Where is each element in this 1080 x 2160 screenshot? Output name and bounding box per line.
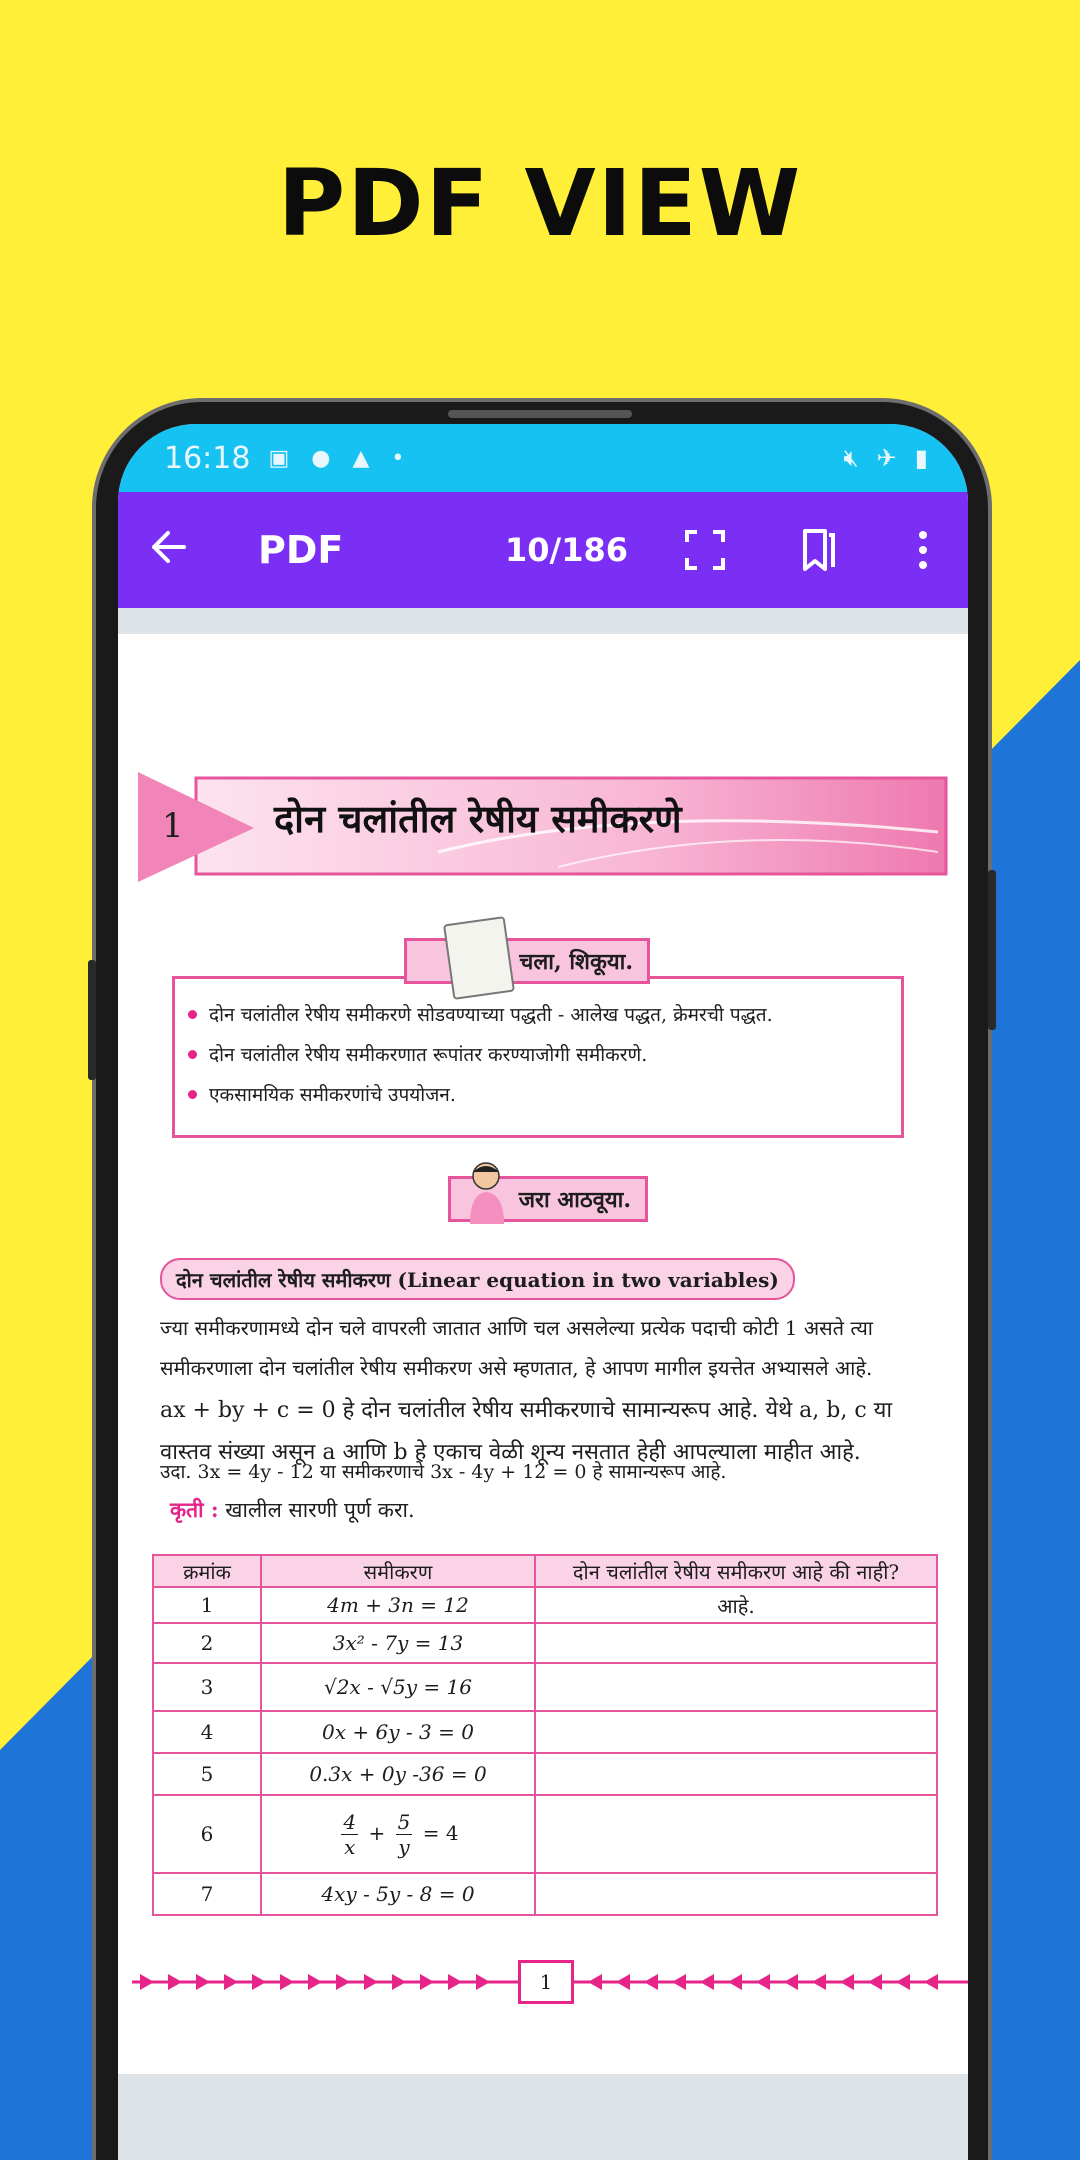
promo-title: PDF VIEW [277, 150, 803, 257]
table-cell: √2x - √5y = 16 [261, 1663, 535, 1711]
table-row [153, 1753, 937, 1795]
fraction-numerator: 4 [343, 1809, 357, 1834]
phone-side-button [88, 960, 96, 1080]
fraction-denominator: y [398, 1834, 410, 1859]
table-header-row [153, 1555, 937, 1587]
table-cell [535, 1753, 937, 1795]
mute-icon: 🔇︎ [843, 444, 859, 472]
table-cell [535, 1623, 937, 1663]
table-cell: 4m + 3n = 12 [261, 1587, 535, 1623]
table-header: समीकरण [261, 1555, 535, 1587]
table-row [153, 1663, 937, 1711]
table-cell: 3 [153, 1663, 261, 1711]
example-text: उदा. 3x = 4y - 12 या समीकरणाचे 3x - 4y + 12 = 0 हे सामान्यरूप आहे. [160, 1461, 727, 1483]
notification-icon: ▲ [352, 445, 370, 471]
chapter-title: दोन चलांतील रेषीय समीकरणे [274, 796, 682, 841]
paragraph-1: ज्या समीकरणामध्ये दोन चले वापरली जातात आणि चल असलेल्या प्रत्येक पदाची कोटी 1 असते त्या समीकरणाला दोन चलांतील रेषीय समीकरण असे म्हणतात, हे आपण मागील इयत्तेत अभ्यासले आहे. [160, 1316, 873, 1380]
table-row [153, 1623, 937, 1663]
table-row [153, 1711, 937, 1753]
table-cell: 0x + 6y - 3 = 0 [261, 1711, 535, 1753]
table-cell: 3x² - 7y = 13 [261, 1623, 535, 1663]
example-line [160, 1452, 950, 1492]
paragraph-2-text: ax + by + c = 0 हे दोन चलांतील रेषीय समीकरणाचे सामान्यरूप आहे. येथे a, b, c या वास्तव संख्या असून a आणि b हे एकाच वेळी शून्य नसतात हेही आपल्याला माहीत आहे. [160, 1398, 893, 1465]
dot-icon: • [391, 445, 405, 471]
equation-table [152, 1554, 938, 1916]
table-cell: 1 [153, 1587, 261, 1623]
phone-screen [118, 424, 968, 2160]
app-title: PDF [258, 528, 344, 572]
back-arrow-icon[interactable] [148, 525, 218, 576]
table-cell: 4 [153, 1711, 261, 1753]
table-cell: 7 [153, 1873, 261, 1915]
fraction-numerator: 5 [397, 1809, 411, 1834]
bag-icon: ● [311, 445, 331, 471]
phone-speaker [448, 410, 632, 418]
table-cell: 0.3x + 0y -36 = 0 [261, 1753, 535, 1795]
pdf-page [118, 634, 968, 2074]
airplane-icon: ✈ [876, 444, 897, 472]
chapter-number: 1 [162, 806, 184, 846]
section-title: दोन चलांतील रेषीय समीकरण (Linear equation in two variables) [160, 1258, 795, 1300]
equation-rhs: = 4 [422, 1820, 459, 1845]
status-time: 16:18 [164, 440, 251, 476]
activity-label: कृती : [170, 1497, 219, 1522]
fraction-denominator: x [344, 1834, 356, 1859]
table-header: क्रमांक [153, 1555, 261, 1587]
battery-icon: ▮ [914, 444, 928, 472]
notebook-icon [443, 916, 515, 1000]
app-bar [118, 492, 968, 608]
fullscreen-icon[interactable] [680, 525, 730, 575]
table-row [153, 1587, 937, 1623]
table-cell [535, 1663, 937, 1711]
pdf-viewer[interactable] [118, 608, 968, 2160]
table-cell [261, 1795, 535, 1873]
list-item: दोन चलांतील रेषीय समीकरणात रूपांतर करण्याजोगी समीकरणे. [188, 1034, 773, 1074]
fraction [396, 1810, 413, 1859]
bookmark-icon[interactable] [794, 525, 844, 575]
activity-line [170, 1496, 415, 1524]
recall-heading: जरा आठवूया. [448, 1176, 648, 1222]
table-row [153, 1795, 937, 1873]
table-cell [535, 1711, 937, 1753]
fraction [341, 1810, 358, 1859]
plus-sign: + [368, 1820, 386, 1845]
table-row [153, 1873, 937, 1915]
table-cell: 6 [153, 1795, 261, 1873]
table-cell [535, 1873, 937, 1915]
table-cell: 2 [153, 1623, 261, 1663]
phone-power-button [988, 870, 996, 1030]
page-counter[interactable]: 10/186 [504, 531, 628, 569]
activity-text: खालील सारणी पूर्ण करा. [225, 1498, 415, 1522]
learn-list [188, 994, 773, 1114]
table-cell: 5 [153, 1753, 261, 1795]
learn-heading: चला, शिकूया. [404, 938, 650, 984]
table-cell: 4xy - 5y - 8 = 0 [261, 1873, 535, 1915]
image-icon: ▣ [268, 445, 290, 471]
table-header: दोन चलांतील रेषीय समीकरण आहे की नाही? [535, 1555, 937, 1587]
table-cell: आहे. [535, 1587, 937, 1623]
list-item: दोन चलांतील रेषीय समीकरणे सोडवण्याच्या पद्धती - आलेख पद्धत, क्रेमरची पद्धत. [188, 994, 773, 1034]
more-vert-icon[interactable] [908, 531, 938, 569]
page-number: 1 [518, 1960, 574, 2004]
status-bar [118, 424, 968, 492]
table-cell [535, 1795, 937, 1873]
list-item: एकसामयिक समीकरणांचे उपयोजन. [188, 1074, 773, 1114]
boy-illustration [464, 1160, 510, 1224]
